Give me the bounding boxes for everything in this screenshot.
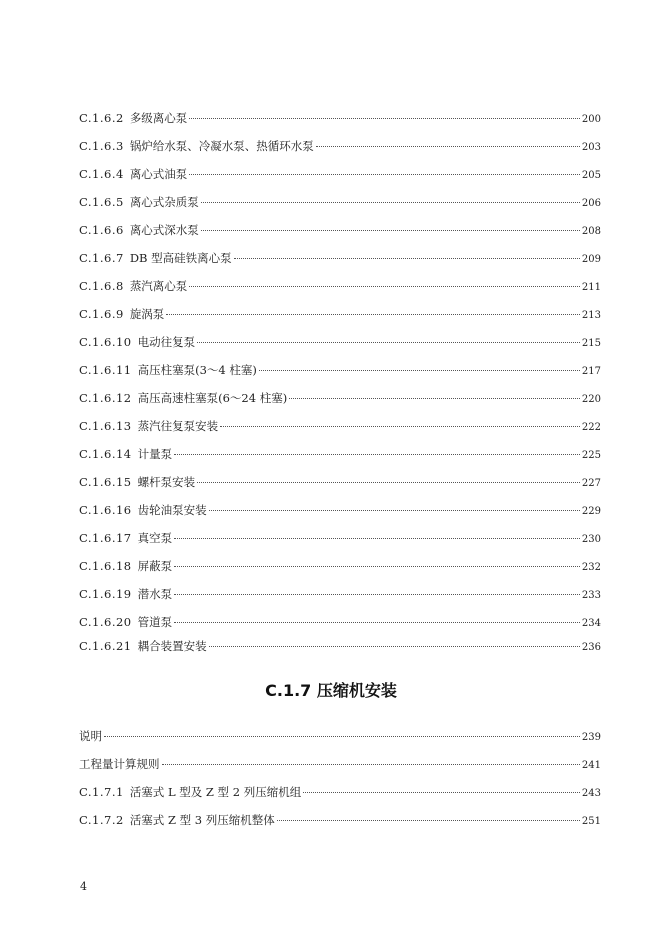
entry-page: 230 [581,534,601,545]
dot-leader [303,792,580,793]
entry-number: C.1.6.4 [79,167,124,181]
page-number: 4 [80,880,87,893]
dot-leader [201,230,580,231]
toc-entry-c1-6-5[interactable] [79,193,601,211]
entry-title: 蒸汽离心泵 [129,279,188,293]
entry-number: C.1.6.3 [79,139,124,153]
entry-number: C.1.6.9 [79,307,124,321]
entry-number: C.1.6.18 [79,559,132,573]
dot-leader [259,370,580,371]
toc-entry-c1-6-6[interactable] [79,221,601,239]
entry-number: C.1.6.19 [79,587,132,601]
entry-number: C.1.6.6 [79,223,124,237]
entry-title: 耦合装置安装 [137,639,207,653]
toc-entry-c1-6-16[interactable] [79,501,601,519]
entry-title: 锅炉给水泵、冷凝水泵、热循环水泵 [129,139,314,153]
entry-page: 225 [581,450,601,461]
entry-title: DB 型高硅铁离心泵 [129,251,232,265]
dot-leader [104,736,580,737]
entry-page: 251 [581,816,601,827]
entry-page: 220 [581,394,601,405]
entry-page: 239 [581,732,601,743]
entry-page: 205 [581,170,601,181]
entry-page: 203 [581,142,601,153]
entry-title: 说明 [79,729,102,743]
entry-number: C.1.6.7 [79,251,124,265]
entry-title: 屏蔽泵 [137,559,173,573]
entry-page: 213 [581,310,601,321]
dot-leader [209,646,580,647]
toc-entry-c1-6-13[interactable] [79,417,601,435]
entry-page: 229 [581,506,601,517]
toc-entry-c1-6-18[interactable] [79,557,601,575]
entry-page: 206 [581,198,601,209]
entry-title: 离心式深水泵 [129,223,199,237]
entry-number: C.1.6.17 [79,531,132,545]
entry-number: C.1.6.20 [79,615,132,629]
entry-number: C.1.6.14 [79,447,132,461]
toc-entry-c1-6-4[interactable] [79,165,601,183]
entry-title: 离心式油泵 [129,167,188,181]
dot-leader [220,426,580,427]
entry-title: 高压高速柱塞泵(6～24 柱塞) [137,391,288,405]
entry-title: 高压柱塞泵(3～4 柱塞) [137,363,257,377]
toc-entry-c1-6-8[interactable] [79,277,601,295]
entry-page: 211 [581,282,601,293]
entry-page: 217 [581,366,601,377]
dot-leader [189,118,580,119]
dot-leader [234,258,580,259]
entry-number: C.1.6.15 [79,475,132,489]
dot-leader [174,566,580,567]
section-heading: C.1.7 压缩机安装 [265,681,397,700]
toc-entry-c1-6-9[interactable] [79,305,601,323]
dot-leader [277,820,580,821]
entry-title: 螺杆泵安装 [137,475,196,489]
entry-page: 243 [581,788,601,799]
entry-page: 232 [581,562,601,573]
toc-entry-c1-7-1[interactable] [79,783,601,801]
toc-entry-c1-6-19[interactable] [79,585,601,603]
entry-number: C.1.6.2 [79,111,124,125]
entry-number: C.1.6.16 [79,503,132,517]
entry-page: 222 [581,422,601,433]
dot-leader [166,314,580,315]
entry-title: 工程量计算规则 [79,757,160,771]
entry-page: 209 [581,254,601,265]
entry-number: C.1.6.5 [79,195,124,209]
entry-title: 活塞式 L 型及 Z 型 2 列压缩机组 [129,785,302,799]
toc-entry-c1-6-17[interactable] [79,529,601,547]
entry-number: C.1.6.21 [79,639,132,653]
toc-entry-c1-6-12[interactable] [79,389,601,407]
entry-number: C.1.6.10 [79,335,132,349]
toc-entry-c1-6-11[interactable] [79,361,601,379]
dot-leader [174,454,580,455]
entry-title: 活塞式 Z 型 3 列压缩机整体 [129,813,275,827]
entry-page: 236 [581,642,601,653]
dot-leader [197,482,580,483]
entry-title: 齿轮油泵安装 [137,503,207,517]
toc-entry-c1-6-10[interactable] [79,333,601,351]
entry-page: 227 [581,478,601,489]
toc-entry-c1-6-15[interactable] [79,473,601,491]
dot-leader [189,174,580,175]
entry-page: 200 [581,114,601,125]
dot-leader [289,398,580,399]
entry-number: C.1.7.1 [79,785,124,799]
toc-entry-calc-rules[interactable] [79,755,601,773]
dot-leader [174,622,580,623]
toc-entry-notes[interactable] [79,727,601,745]
entry-page: 234 [581,618,601,629]
entry-title: 电动往复泵 [137,335,196,349]
entry-number: C.1.6.8 [79,279,124,293]
entry-title: 蒸汽往复泵安装 [137,419,219,433]
entry-number: C.1.7.2 [79,813,124,827]
entry-page: 215 [581,338,601,349]
toc-entry-c1-6-2[interactable] [79,109,601,127]
dot-leader [197,342,580,343]
dot-leader [174,538,580,539]
entry-title: 管道泵 [137,615,173,629]
toc-entry-c1-6-3[interactable] [79,137,601,155]
dot-leader [174,594,580,595]
entry-number: C.1.6.12 [79,391,132,405]
toc-entry-c1-6-7[interactable] [79,249,601,267]
entry-page: 241 [581,760,601,771]
entry-title: 旋涡泵 [129,307,165,321]
entry-number: C.1.6.13 [79,419,132,433]
dot-leader [316,146,580,147]
entry-page: 233 [581,590,601,601]
entry-title: 真空泵 [137,531,173,545]
entry-title: 潜水泵 [137,587,173,601]
entry-title: 离心式杂质泵 [129,195,199,209]
toc-entry-c1-6-21[interactable] [79,637,601,655]
toc-entry-c1-6-14[interactable] [79,445,601,463]
dot-leader [209,510,580,511]
toc-entry-c1-7-2[interactable] [79,811,601,829]
dot-leader [201,202,580,203]
entry-title: 多级离心泵 [129,111,188,125]
entry-title: 计量泵 [137,447,173,461]
dot-leader [189,286,580,287]
entry-page: 208 [581,226,601,237]
dot-leader [162,764,580,765]
toc-entry-c1-6-20[interactable] [79,613,601,631]
entry-number: C.1.6.11 [79,363,132,377]
